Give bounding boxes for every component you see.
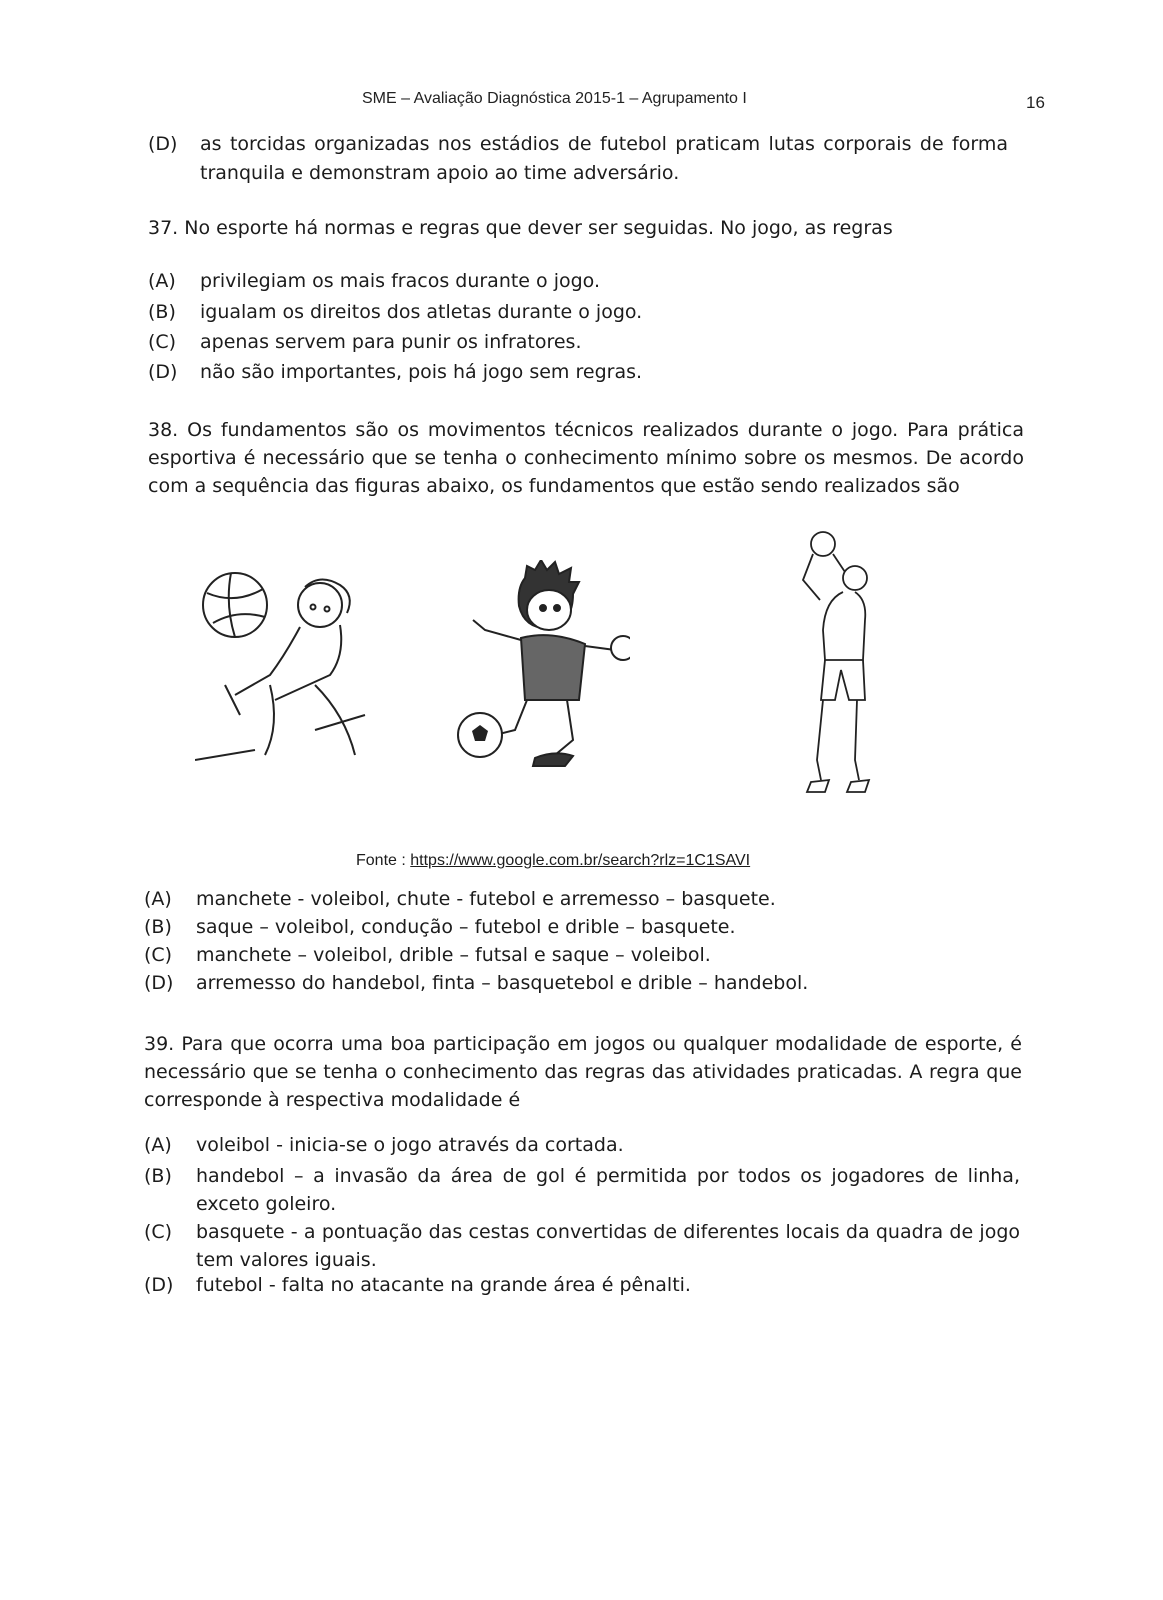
option-label: (D) — [148, 361, 178, 383]
q37-option-a — [148, 270, 1008, 292]
volleyball-player-figure — [195, 565, 370, 765]
question-38 — [148, 416, 1024, 500]
option-text: arremesso do handebol, finta – basquetebol e drible – handebol. — [196, 972, 809, 994]
option-text: não são importantes, pois há jogo sem regras. — [200, 361, 643, 383]
option-text: basquete - a pontuação das cestas convertidas de diferentes locais da quadra de jogo tem valores iguais. — [196, 1221, 1020, 1271]
option-label: (A) — [144, 888, 172, 910]
option-label: (B) — [148, 301, 176, 323]
option-text: saque – voleibol, condução – futebol e drible – basquete. — [196, 916, 736, 938]
option-text: igualam os direitos dos atletas durante o jogo. — [200, 301, 643, 323]
option-label: (D) — [148, 133, 178, 155]
q38-option-b — [144, 916, 1014, 938]
option-text: manchete – voleibol, drible – futsal e saque – voleibol. — [196, 944, 711, 966]
figures-row — [190, 530, 990, 820]
basketball-player-figure — [785, 530, 895, 810]
question-stem: Para que ocorra uma boa participação em jogos ou qualquer modalidade de esporte, é necessário que se tenha o conhecimento das regras das atividades praticadas. A regra que corresponde à respectiva modalidade é — [144, 1033, 1023, 1111]
option-label: (D) — [144, 972, 174, 994]
q39-option-c — [144, 1218, 1020, 1274]
question-39 — [144, 1030, 1022, 1114]
soccer-player-figure — [455, 560, 630, 770]
question-number: 39. — [144, 1033, 175, 1055]
option-label: (A) — [148, 270, 176, 292]
page-number: 16 — [1026, 93, 1045, 112]
image-source — [356, 852, 750, 870]
question-number: 37. — [148, 217, 179, 239]
q37-option-d — [148, 361, 1008, 383]
option-text: manchete - voleibol, chute - futebol e arremesso – basquete. — [196, 888, 776, 910]
option-text: apenas servem para punir os infratores. — [200, 331, 582, 353]
option-text: futebol - falta no atacante na grande área é pênalti. — [196, 1274, 691, 1296]
q39-option-d — [144, 1274, 1020, 1296]
header-title: SME – Avaliação Diagnóstica 2015-1 – Agrupamento I — [362, 90, 747, 107]
option-label: (A) — [144, 1134, 172, 1156]
source-url-link[interactable]: https://www.google.com.br/search?rlz=1C1SAVI — [410, 852, 751, 869]
q39-option-b — [144, 1162, 1020, 1218]
option-label: (C) — [144, 944, 173, 966]
option-label: (D) — [144, 1274, 174, 1296]
option-label: (B) — [144, 916, 172, 938]
q38-option-a — [144, 888, 1014, 910]
option-text: handebol – a invasão da área de gol é permitida por todos os jogadores de linha, exceto goleiro. — [196, 1165, 1020, 1215]
q36-option-d — [148, 130, 1008, 188]
option-text: as torcidas organizadas nos estádios de futebol praticam lutas corporais de forma tranquila e demonstram apoio ao time adversário. — [200, 133, 1008, 184]
q37-option-b — [148, 301, 1008, 323]
question-37 — [148, 214, 1008, 242]
option-label: (B) — [144, 1165, 172, 1187]
option-text: privilegiam os mais fracos durante o jogo. — [200, 270, 600, 292]
question-stem: Os fundamentos são os movimentos técnicos realizados durante o jogo. Para prática esportiva é necessário que se tenha o conhecimento mínimo sobre os mesmos. De acordo com a sequência das figuras abaixo, os fundamentos que estão sendo realizados são — [148, 419, 1024, 497]
question-stem: No esporte há normas e regras que dever ser seguidas. No jogo, as regras — [184, 217, 893, 239]
question-number: 38. — [148, 419, 179, 441]
option-label: (C) — [144, 1221, 173, 1243]
source-label: Fonte : — [356, 852, 406, 869]
q39-option-a — [144, 1134, 1020, 1156]
q37-option-c — [148, 331, 1008, 353]
q38-option-c — [144, 944, 1014, 966]
q38-option-d — [144, 972, 1014, 994]
option-text: voleibol - inicia-se o jogo através da cortada. — [196, 1134, 624, 1156]
option-label: (C) — [148, 331, 177, 353]
